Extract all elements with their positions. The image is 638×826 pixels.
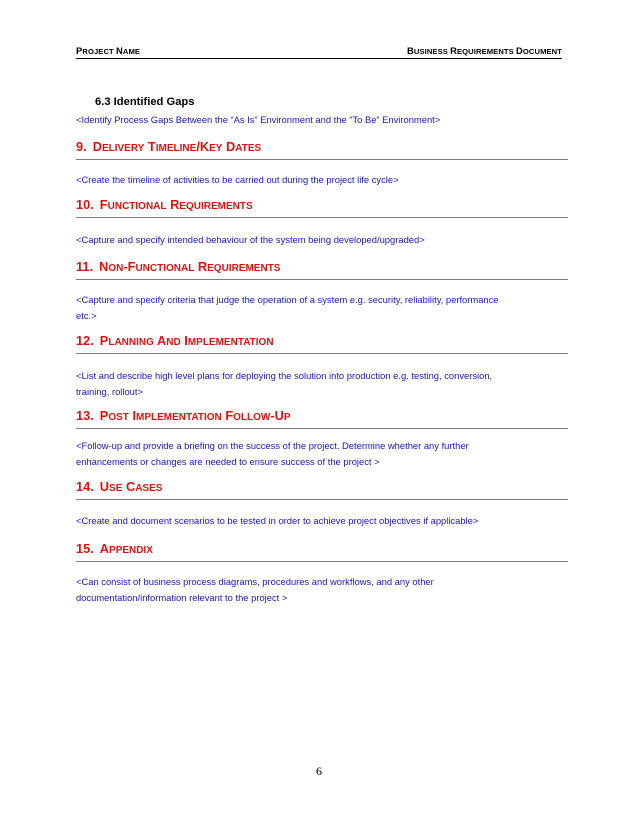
section-heading bbox=[76, 139, 568, 160]
section-note bbox=[76, 574, 568, 606]
note-line: <List and describe high level plans for deploying the solution into production e.g. testing, conversion, bbox=[76, 370, 493, 381]
section-number: 11. bbox=[76, 259, 94, 274]
note-line: training, rollout> bbox=[76, 386, 143, 397]
section-heading bbox=[76, 408, 568, 429]
note-line: <Capture and specify criteria that judge the operation of a system e.g. security, reliability, performance bbox=[76, 294, 499, 305]
header-document-title: BUSINESS REQUIREMENTS DOCUMENT bbox=[407, 45, 562, 56]
section-title: APPENDIX bbox=[99, 541, 153, 556]
note-line: <Create the timeline of activities to be carried out during the project life cycle> bbox=[76, 174, 399, 185]
section-note bbox=[76, 438, 568, 470]
section-number: 13. bbox=[76, 408, 94, 423]
section-number: 14. bbox=[76, 479, 94, 494]
section-number: 10. bbox=[76, 197, 94, 212]
note-line: etc.> bbox=[76, 310, 97, 321]
section-title: USE CASES bbox=[99, 479, 163, 494]
section-title: POST IMPLEMENTATION FOLLOW-UP bbox=[99, 408, 291, 423]
section-number: 9. bbox=[76, 139, 87, 154]
section-heading bbox=[76, 259, 568, 280]
section-title: DELIVERY TIMELINE/KEY DATES bbox=[92, 139, 262, 154]
note-line: <Can consist of business process diagrams, procedures and workflows, and any other bbox=[76, 576, 434, 587]
subsection-heading bbox=[95, 96, 194, 108]
section-number: 12. bbox=[76, 333, 94, 348]
section-number: 15. bbox=[76, 541, 94, 556]
note-line: <Follow-up and provide a briefing on the success of the project. Determine whether any further bbox=[76, 440, 469, 451]
section-heading bbox=[76, 479, 568, 500]
page-header bbox=[76, 45, 562, 59]
section-note bbox=[76, 513, 568, 529]
section-heading bbox=[76, 197, 568, 218]
section-title: PLANNING AND IMPLEMENTATION bbox=[99, 333, 274, 348]
section-title: FUNCTIONAL REQUIREMENTS bbox=[99, 197, 253, 212]
subsection-title: Identified Gaps bbox=[113, 96, 195, 108]
note-line: enhancements or changes are needed to ensure success of the project > bbox=[76, 456, 380, 467]
section-note bbox=[76, 232, 568, 248]
section-heading bbox=[76, 541, 568, 562]
note-line: <Capture and specify intended behaviour of the system being developed/upgraded> bbox=[76, 234, 425, 245]
header-project-name: PROJECT NAME bbox=[76, 45, 141, 56]
note-line: documentation/information relevant to the project > bbox=[76, 592, 288, 603]
subsection-number: 6.3 bbox=[95, 96, 111, 108]
section-heading bbox=[76, 333, 568, 354]
section-note bbox=[76, 292, 568, 324]
section-note bbox=[76, 172, 568, 188]
subsection-note: <Identify Process Gaps Between the “As Is” Environment and the “To Be” Environment> bbox=[76, 114, 441, 125]
section-title: NON-FUNCTIONAL REQUIREMENTS bbox=[99, 259, 281, 274]
note-line: <Create and document scenarios to be tested in order to achieve project objectives if applicable> bbox=[76, 515, 479, 526]
page-number: 6 bbox=[316, 764, 322, 778]
section-note bbox=[76, 368, 568, 400]
